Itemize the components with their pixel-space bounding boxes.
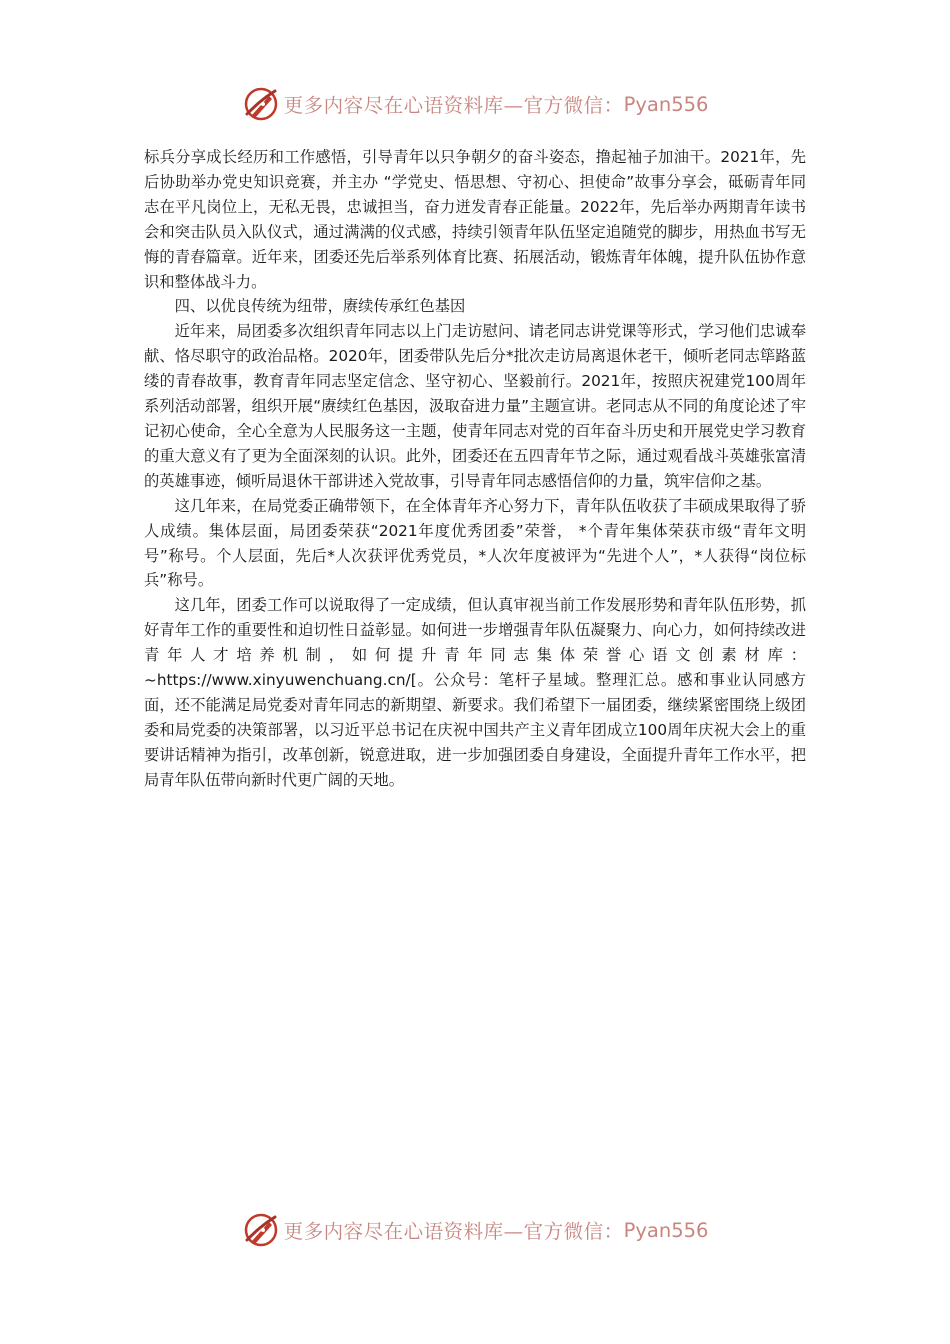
paragraph: 这几年，团委工作可以说取得了一定成绩，但认真审视当前工作发展形势和青年队伍形势，抓好青年工作的重要性和迫切性日益彰显。如何进一步增强青年队伍凝聚力、向心力，如何持续改进青年人才培养机制，如何提升青年同志集体荣誉心语文创素材库：~https://www.xinyuwenchuang.cn/[。公众号：笔杆子星域。整理汇总。感和事业认同感方面，还不能满足局党委对青年同志的新期望、新要求。我们希望下一届团委，继续紧密围绕上级团委和局党委的决策部署，以习近平总书记在庆祝中国共产主义青年团成立100周年庆祝大会上的重要讲话精神为指引，改革创新，锐意进取，进一步加强团委自身建设，全面提升青年工作水平，把局青年队伍带向新时代更广阔的天地。	[144, 596, 806, 789]
header-banner-text: 更多内容尽在心语资料库—官方微信：	[283, 94, 624, 117]
document-body	[144, 145, 806, 793]
paragraph: 这几年来，在局党委正确带领下，在全体青年齐心努力下，青年队伍收获了丰硕成果取得了骄人成绩。集体层面，局团委荣获“2021年度优秀团委”荣誉， *个青年集体荣获市级“青年文明号”称号。个人层面，先后*人次获评优秀党员，*人次年度被评为“先进个人”，*人获得“岗位标兵”称号。	[144, 496, 806, 590]
paragraph: 近年来，局团委多次组织青年同志以上门走访慰问、请老同志讲党课等形式，学习他们忠诚奉献、恪尽职守的政治品格。2020年，团委带队先后分*批次走访局离退休老干，倾听老同志筚路蓝缕的青春故事，教育青年同志坚定信念、坚守初心、坚毅前行。2021年，按照庆祝建党100周年系列活动部署，组织开展“赓续红色基因，汲取奋进力量”主题宣讲。老同志从不同的角度论述了牢记初心使命，全心全意为人民服务这一主题，使青年同志对党的百年奋斗历史和开展党史学习教育的重大意义有了更为全面深刻的认识。此外，团委还在五四青年节之际，通过观看战斗英雄张富清的英雄事迹，倾听局退休干部讲述入党故事，引导青年同志感悟信仰的力量，筑牢信仰之基。	[144, 322, 806, 490]
paragraph: 标兵分享成长经历和工作感悟，引导青年以只争朝夕的奋斗姿态，撸起袖子加油干。2021年，先后协助举办党史知识竞赛，并主办 “学党史、悟思想、守初心、担使命”故事分享会，砥砺青年同志在平凡岗位上，无私无畏，忠诚担当，奋力迸发青春正能量。2022年，先后举办两期青年读书会和突击队员入队仪式，通过满满的仪式感，持续引领青年队伍坚定追随党的脚步，用热血书写无悔的青春篇章。近年来，团委还先后举系列体育比赛、拓展活动，锻炼青年体魄，提升队伍协作意识和整体战斗力。	[144, 148, 806, 291]
footer-banner-id: Pyan556	[623, 1218, 709, 1242]
header-banner	[0, 82, 950, 126]
pen-circle-logo-icon	[242, 1211, 280, 1249]
section-heading: 四、以优良传统为纽带，赓续传承红色基因	[174, 297, 466, 316]
pen-circle-logo-icon	[242, 85, 280, 123]
footer-banner-text: 更多内容尽在心语资料库—官方微信：	[283, 1220, 624, 1243]
footer-banner	[0, 1208, 950, 1252]
header-banner-id: Pyan556	[623, 92, 709, 116]
